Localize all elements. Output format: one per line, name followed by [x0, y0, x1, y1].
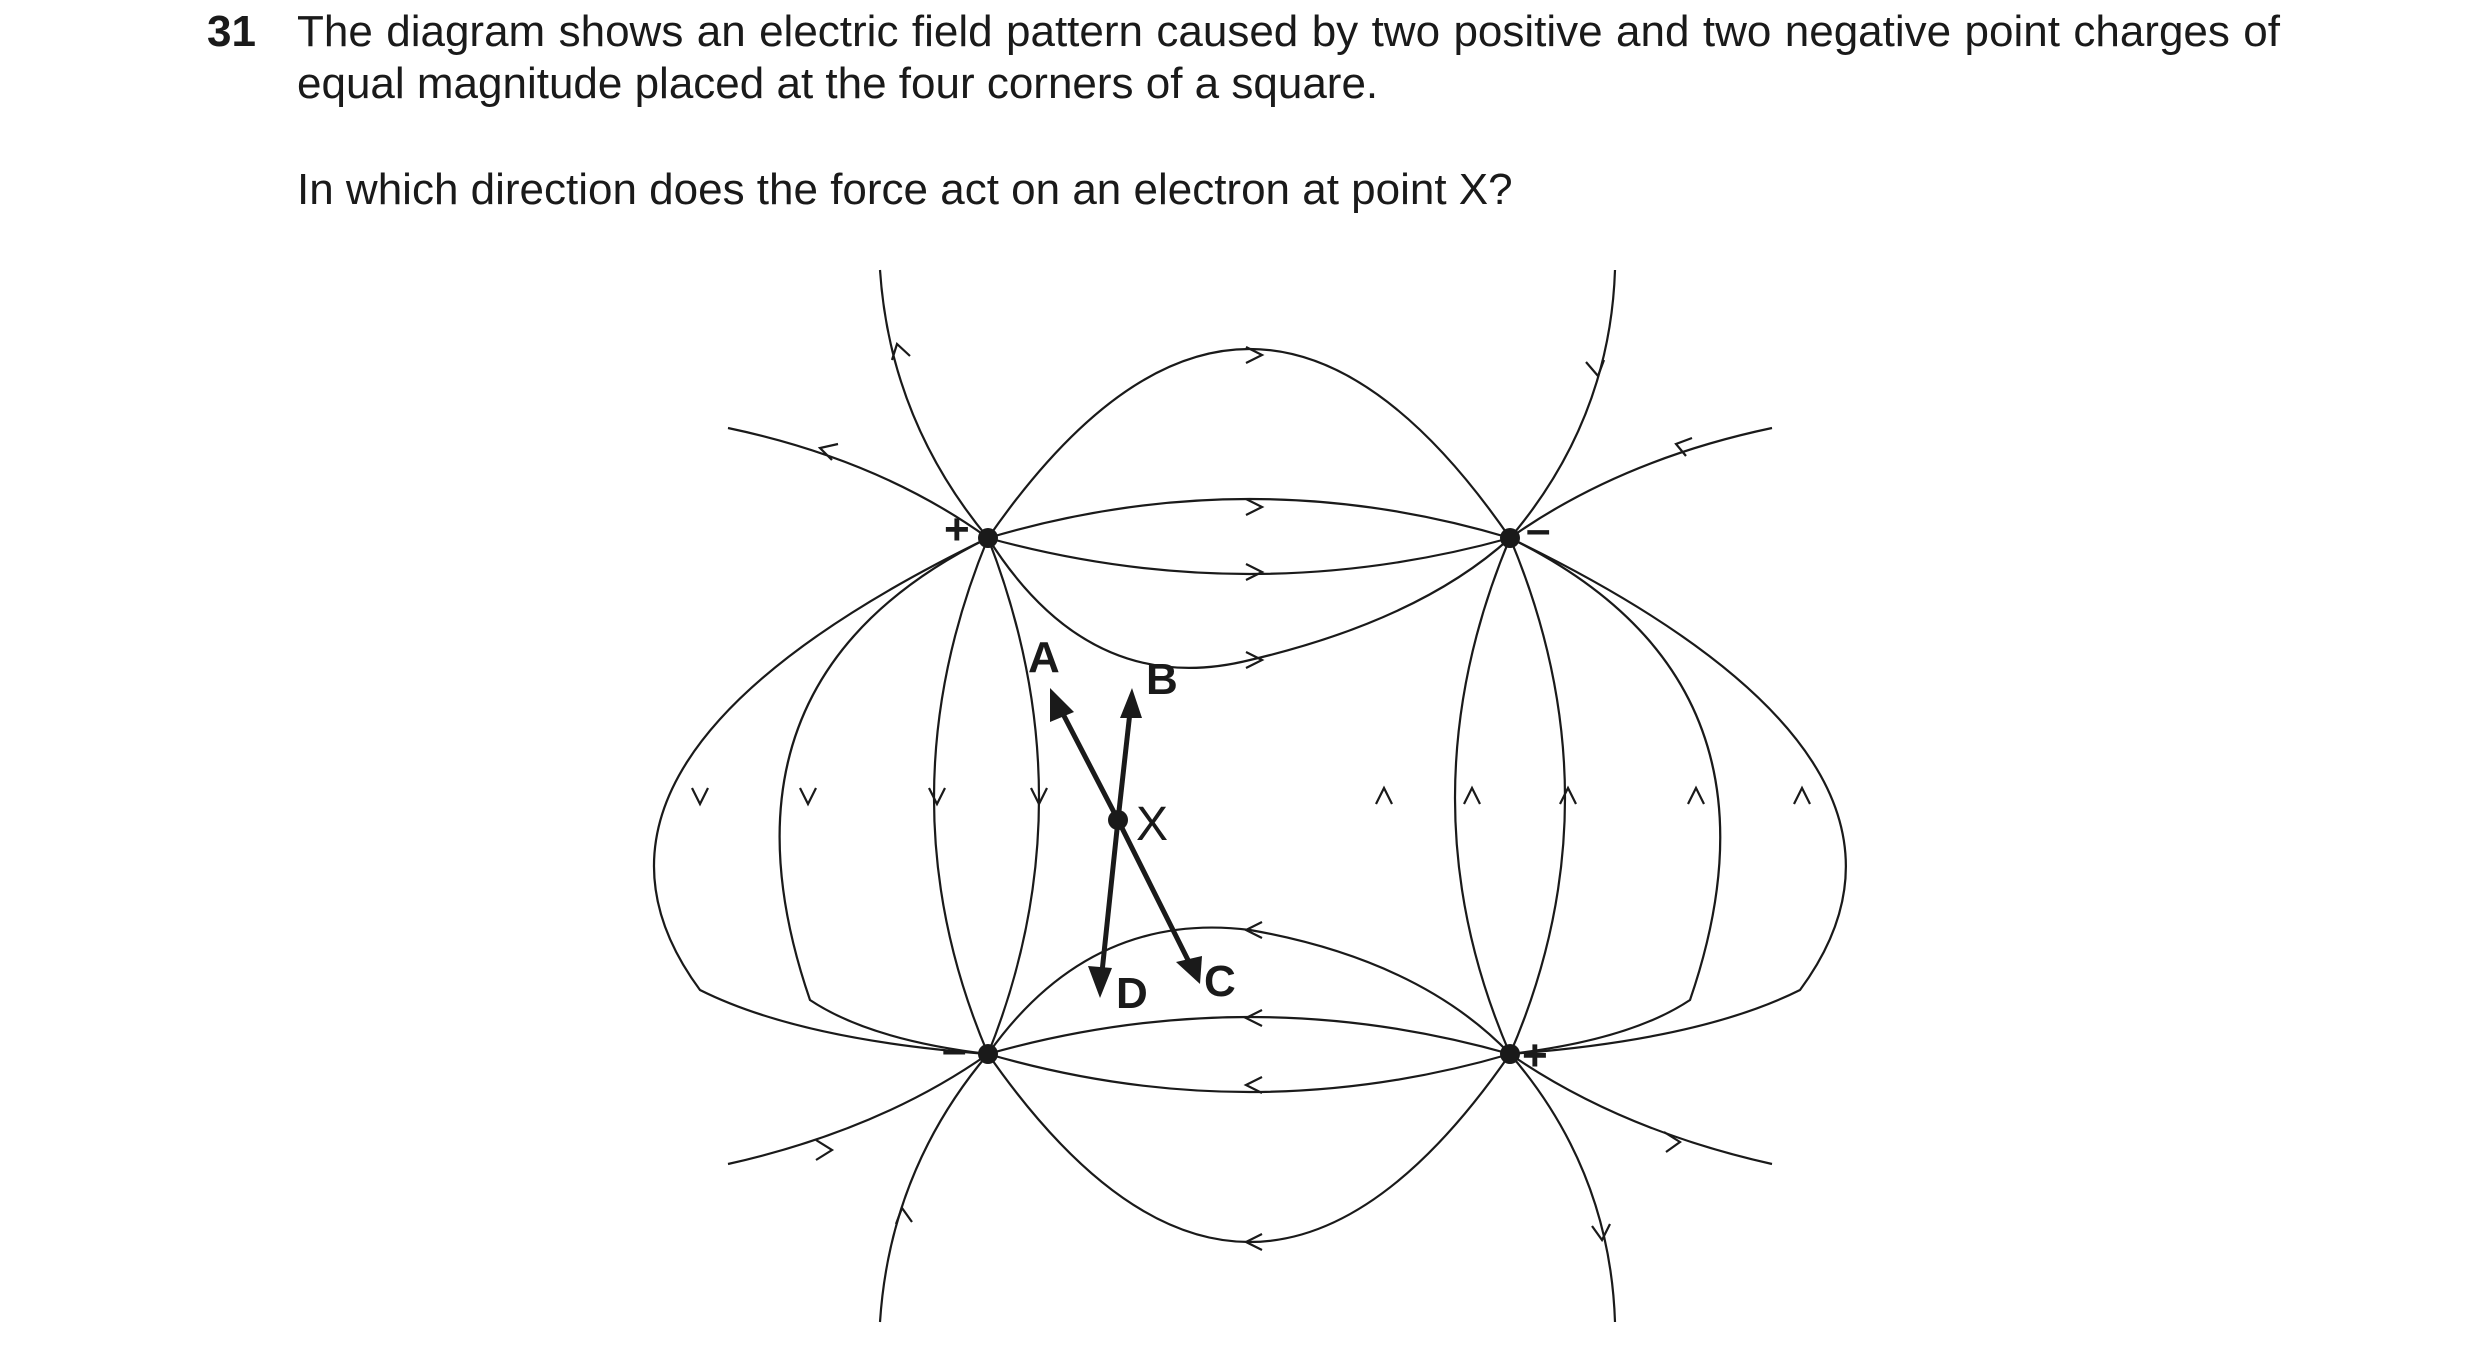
charge-sign-top-right: –: [1526, 505, 1551, 554]
chevron: [1246, 1077, 1262, 1093]
charge-sign-bottom-left: –: [942, 1025, 967, 1074]
field-line-ext-br-down: [1510, 1054, 1615, 1322]
label-x: X: [1136, 798, 1169, 851]
field-line-right-3: [1510, 538, 1565, 1054]
field-line-ext-br-right: [1510, 1054, 1772, 1164]
chevron: [1688, 788, 1704, 804]
field-line-top-arc: [988, 349, 1510, 538]
field-line-bottom-arc: [988, 1054, 1510, 1242]
field-line-top-lower: [988, 538, 1510, 574]
chevron: [1560, 788, 1576, 804]
label-a: A: [1028, 633, 1060, 682]
chevron: [816, 1140, 832, 1160]
arrow-c-head: [1176, 956, 1202, 984]
question-prompt: In which direction does the force act on an electron at point X?: [297, 165, 1513, 214]
point-x: [1108, 810, 1128, 830]
charge-sign-bottom-right: +: [1522, 1031, 1548, 1080]
label-c: C: [1204, 957, 1236, 1006]
arrow-a-head: [1050, 688, 1074, 722]
field-line-bottom-upper: [988, 1017, 1510, 1054]
chevron: [1246, 499, 1262, 515]
chevron: [929, 788, 945, 804]
field-line-right-2: [1510, 538, 1720, 1054]
chevron: [1464, 788, 1480, 804]
chevron: [1376, 788, 1392, 804]
chevron: [1794, 788, 1810, 804]
field-line-ext-bl-down: [880, 1054, 988, 1322]
charge-sign-top-left: +: [944, 505, 970, 554]
arrow-a-shaft: [1062, 712, 1118, 820]
field-line-ext-tl-up: [880, 270, 988, 538]
chevron: [800, 788, 816, 804]
chevron: [692, 788, 708, 804]
label-b: B: [1146, 655, 1178, 704]
question-number: 31: [207, 7, 256, 56]
arrow-b-shaft: [1118, 712, 1130, 820]
field-line-ext-tr-up: [1510, 270, 1615, 538]
chevron: [1246, 564, 1262, 580]
charge-top-left: [978, 528, 998, 548]
label-d: D: [1116, 969, 1148, 1018]
field-line-right-4: [1455, 538, 1510, 1054]
arrow-d-head: [1088, 966, 1112, 998]
field-line-right-outer: [1510, 538, 1846, 1054]
field-line-left-4: [988, 538, 1039, 1054]
charge-bottom-left: [978, 1044, 998, 1064]
field-line-top-upper: [988, 499, 1510, 538]
charge-bottom-right: [1500, 1044, 1520, 1064]
charge-top-right: [1500, 528, 1520, 548]
question-stem: The diagram shows an electric field pattern caused by two positive and two negative point charges of equal magnitude placed at the four corners of a square.: [297, 7, 2280, 108]
arrow-b-head: [1120, 688, 1142, 718]
